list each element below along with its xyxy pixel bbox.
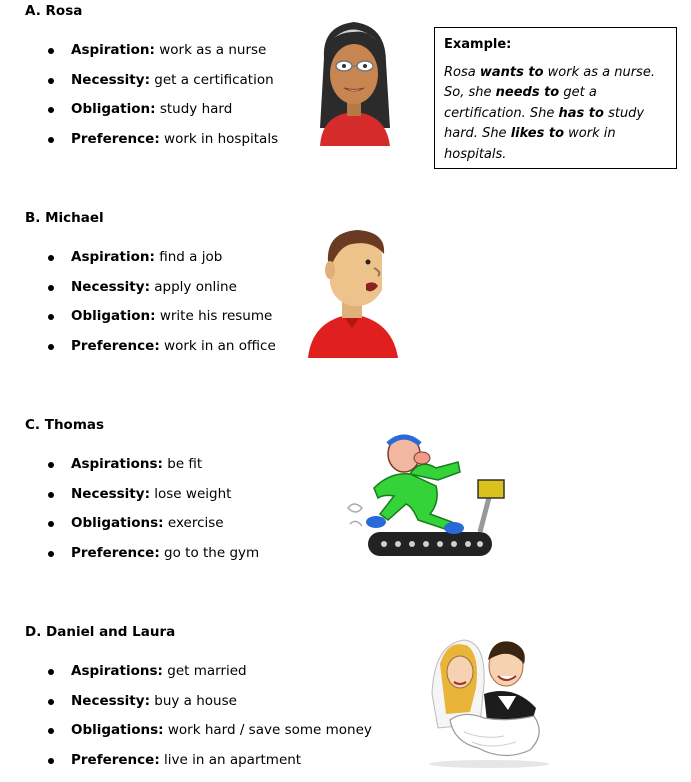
list-item — [48, 101, 278, 131]
item-value: work in hospitals — [164, 131, 279, 148]
michael-illustration — [302, 228, 402, 358]
rosa-illustration — [314, 18, 394, 148]
item-label: Aspiration: — [71, 42, 155, 58]
item-label: Preference: — [71, 338, 160, 355]
item-value: apply online — [154, 278, 237, 295]
item-value: write his resume — [159, 308, 273, 325]
list-item — [48, 131, 278, 161]
list-item — [48, 486, 259, 516]
item-value: get married — [167, 663, 247, 679]
item-value: buy a house — [154, 692, 237, 709]
item-value: exercise — [167, 515, 224, 532]
example-text-part: wants to — [479, 64, 544, 80]
list-item — [48, 338, 276, 368]
example-box — [434, 27, 677, 169]
example-text-part: needs to — [495, 85, 560, 100]
example-text-part: work as a nurse. So, she — [444, 64, 655, 100]
item-value: study hard — [159, 101, 233, 118]
list-item — [48, 72, 278, 102]
item-label: Obligations: — [71, 722, 164, 739]
michael-list — [48, 249, 276, 368]
thomas-illustration — [340, 428, 516, 564]
item-label: Aspiration: — [71, 249, 155, 265]
item-label: Necessity: — [71, 278, 150, 295]
example-text-part: has to — [558, 105, 604, 121]
item-label: Necessity: — [71, 692, 150, 709]
item-value: get a certification — [154, 71, 274, 88]
item-value: lose weight — [154, 485, 232, 502]
item-label: Necessity: — [71, 71, 150, 88]
section-title-thomas: C. Thomas — [25, 417, 105, 433]
item-label: Obligation: — [71, 308, 156, 325]
item-label: Aspirations: — [71, 663, 163, 679]
item-label: Preference: — [71, 545, 160, 562]
item-value: find a job — [159, 249, 223, 265]
item-value: work in an office — [164, 338, 276, 355]
rosa-list — [48, 42, 278, 161]
example-title: Example: — [444, 37, 512, 52]
section-title-rosa: A. Rosa — [25, 3, 83, 19]
list-item — [48, 308, 276, 338]
daniel-laura-illustration — [424, 624, 554, 774]
item-value: live in an apartment — [164, 752, 302, 769]
item-label: Obligation: — [71, 101, 156, 118]
item-label: Preference: — [71, 752, 160, 769]
example-text-part: Rosa — [444, 64, 480, 80]
item-label: Obligations: — [71, 515, 164, 532]
list-item — [48, 693, 372, 723]
list-item — [48, 456, 259, 486]
item-value: go to the gym — [164, 545, 260, 562]
example-text-part: likes to — [510, 126, 565, 141]
list-item — [48, 279, 276, 309]
example-text-part: study hard. She — [444, 105, 645, 141]
section-title-daniel-laura: D. Daniel and Laura — [25, 624, 176, 640]
section-title-michael: B. Michael — [25, 210, 104, 226]
list-item — [48, 515, 259, 545]
item-value: work as a nurse — [159, 42, 267, 58]
item-value: work hard / save some money — [167, 722, 372, 739]
list-item — [48, 663, 372, 693]
list-item — [48, 42, 278, 72]
item-label: Aspirations: — [71, 456, 163, 472]
list-item — [48, 545, 259, 575]
item-label: Preference: — [71, 131, 160, 148]
list-item — [48, 752, 372, 782]
thomas-list — [48, 456, 259, 575]
list-item — [48, 249, 276, 279]
item-value: be fit — [167, 456, 203, 472]
item-label: Necessity: — [71, 485, 150, 502]
example-text — [444, 63, 667, 166]
example-text-part: work in hospitals. — [444, 126, 616, 162]
list-item — [48, 722, 372, 752]
example-text-part: get a certification. She — [444, 85, 597, 121]
daniel-laura-list — [48, 663, 372, 782]
